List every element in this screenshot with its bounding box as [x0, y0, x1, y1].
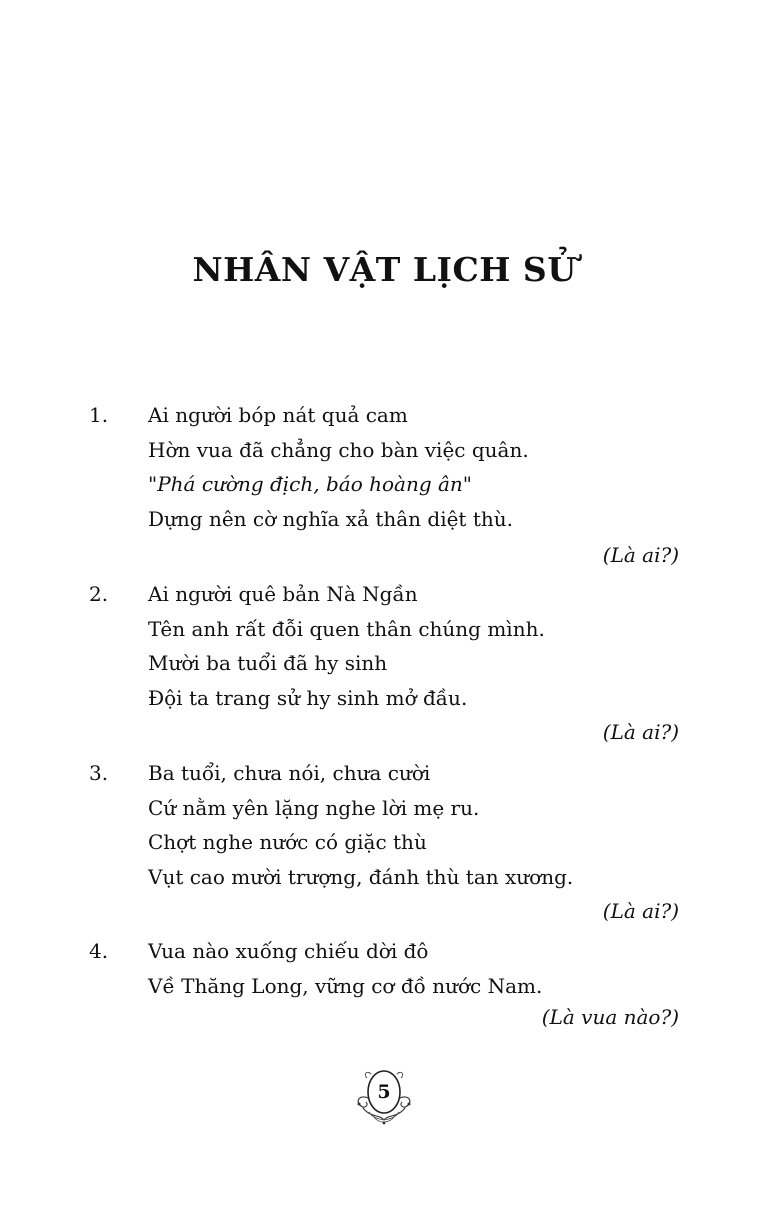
riddle-answer-prompt: (Là vua nào?) — [541, 1005, 679, 1029]
page-number-ornament — [349, 1064, 419, 1128]
riddle-number: 3. — [89, 761, 109, 785]
verse-line: Chợt nghe nước có giặc thù — [148, 830, 427, 854]
page-number: 5 — [377, 1081, 391, 1103]
verse-line: Dựng nên cờ nghĩa xả thân diệt thù. — [148, 506, 513, 531]
verse-line: Ba tuổi, chưa nói, chưa cười — [148, 761, 431, 785]
verse-line: Cứ nằm yên lặng nghe lời mẹ ru. — [148, 795, 480, 820]
riddle-verse — [148, 577, 688, 715]
verse-line: Vụt cao mười trượng, đánh thù tan xương. — [148, 864, 574, 889]
riddle-answer-prompt: (Là ai?) — [602, 720, 679, 744]
verse-line: Tên anh rất đỗi quen thân chúng mình. — [148, 616, 545, 641]
page-title: NHÂN VẬT LỊCH SỬ — [192, 250, 577, 289]
verse-line: Về Thăng Long, vững cơ đồ nước Nam. — [148, 973, 543, 998]
riddle-number: 1. — [89, 403, 109, 427]
riddle-answer-prompt: (Là ai?) — [602, 899, 679, 923]
riddle-answer-prompt: (Là ai?) — [602, 543, 679, 567]
verse-line: Mười ba tuổi đã hy sinh — [148, 651, 388, 675]
riddle-verse — [148, 934, 688, 1003]
verse-line: Ai người quê bản Nà Ngần — [148, 582, 418, 606]
verse-line: Ai người bóp nát quả cam — [148, 403, 408, 427]
verse-line: Đội ta trang sử hy sinh mở đầu. — [148, 685, 468, 710]
verse-line-quote: "Phá cường địch, báo hoàng ân" — [148, 472, 472, 496]
riddle-number: 4. — [89, 939, 109, 963]
riddle-verse — [148, 398, 688, 536]
riddle-verse — [148, 756, 688, 894]
verse-line: Hờn vua đã chẳng cho bàn việc quân. — [148, 437, 529, 462]
riddle-number: 2. — [89, 582, 109, 606]
verse-line: Vua nào xuống chiếu dời đô — [148, 939, 429, 963]
